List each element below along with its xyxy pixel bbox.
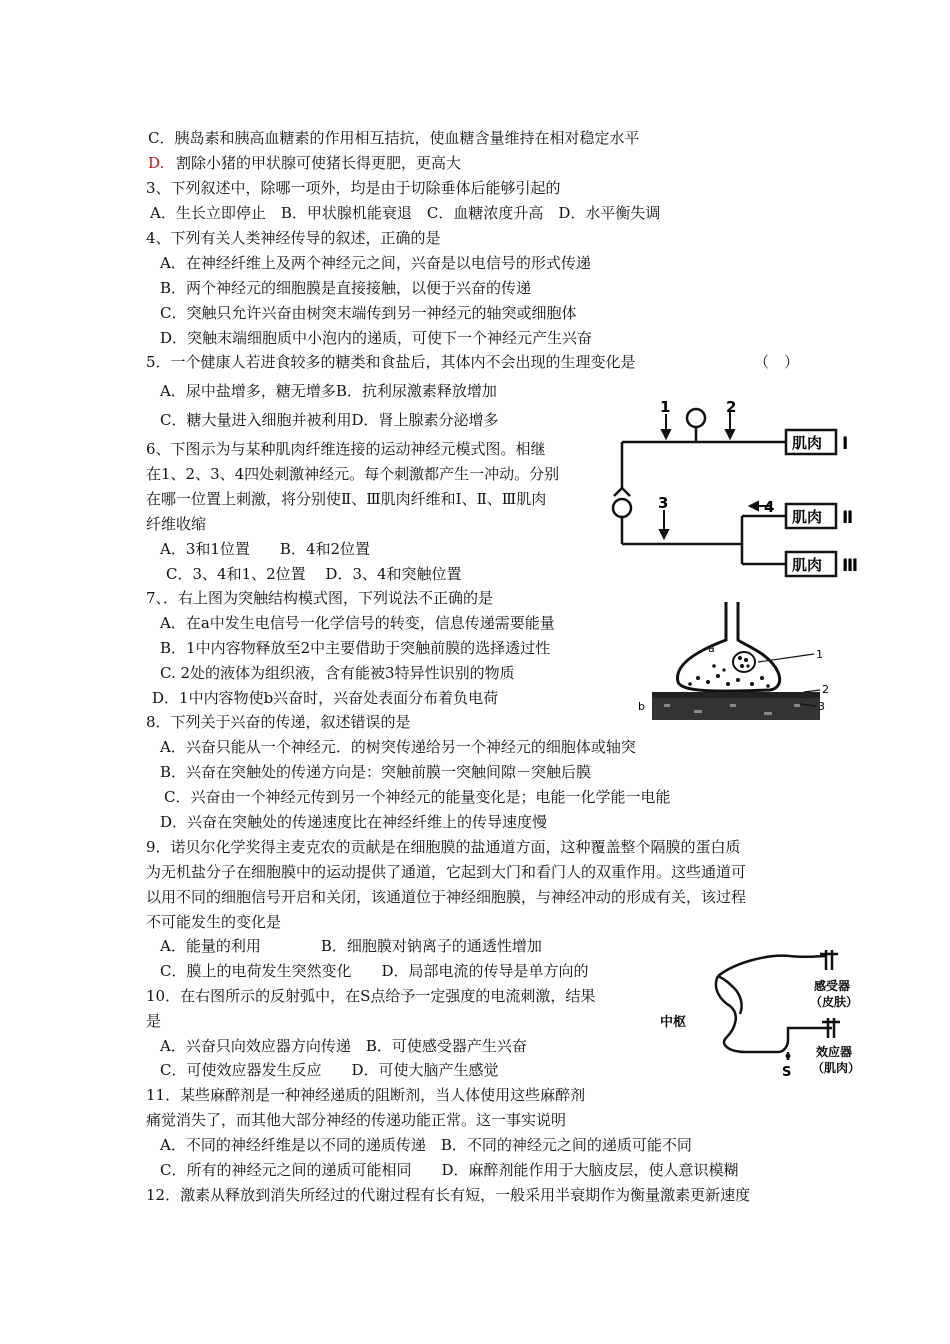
- question-4-option-d: D．突触末端细胞质中小泡内的递质，可使下一个神经元产生兴奋: [160, 329, 593, 347]
- question-4-option-b: B．两个神经元的细胞膜是直接接触，以便于兴奋的传递: [160, 279, 532, 297]
- question-6-line3: 在哪一位置上刺激，将分别使Ⅱ、Ⅲ肌肉纤维和Ⅰ、Ⅱ、Ⅲ肌肉: [146, 490, 547, 508]
- question-7-option-c: C. 2处的液体为组织液，含有能被3特异性识别的物质: [160, 664, 515, 682]
- question-7-option-a: A．在a中发生电信号一化学信号的转变，信息传递需要能量: [160, 614, 555, 632]
- question-9-line4: 不可能发生的变化是: [146, 913, 282, 931]
- figure-reflex-arc: [656, 948, 876, 1082]
- option-d-text: 割除小猪的甲状腺可使猪长得更肥，更高大: [176, 154, 462, 172]
- question-7-option-d: D．1中内容物使b兴奋时，兴奋处表面分布着负电荷: [152, 689, 499, 707]
- vesicle-cluster: [733, 652, 755, 672]
- question-6-line1: 6、下图示为与某种肌肉纤维连接的运动神经元模式图。相继: [146, 440, 546, 458]
- muscle-label-2: 肌肉: [792, 508, 823, 526]
- question-11-line1: 11．某些麻醉剂是一种神经递质的阻断剂，当人体使用这些麻醉剂: [146, 1086, 586, 1104]
- question-11-options-ab: A．不同的神经纤维是以不同的递质传递 B．不同的神经元之间的递质可能不同: [160, 1136, 692, 1154]
- postsynaptic-neuron: [652, 698, 820, 720]
- question-6-options-cd: C．3、4和1、2位置 D．3、4和突触位置: [166, 565, 462, 583]
- question-8-option-a: A．兴奋只能从一个神经元．的树突传递给另一个神经元的细胞体或轴突: [160, 738, 636, 756]
- question-9-line1: 9．诺贝尔化学奖得主麦克农的贡献是在细胞膜的盐通道方面，这种覆盖整个隔膜的蛋白质: [146, 838, 741, 856]
- presynaptic-terminal: [677, 602, 779, 691]
- postsynaptic-membrane: [652, 692, 820, 698]
- reflex-center-label: 中枢: [660, 1015, 687, 1030]
- question-11-options-cd: C．所有的神经元之间的递质可能相同 D．麻醉剂能作用于大脑皮层，使人意识模糊: [160, 1161, 739, 1179]
- question-6-options-ab: A．3和1位置 B．4和2位置: [160, 540, 371, 558]
- question-8-option-d: D．兴奋在突触处的传递速度比在神经纤维上的传导速度慢: [160, 813, 548, 831]
- question-12-line1: 12．激素从释放到消失所经过的代谢过程有长有短，一般采用半衰期作为衡量激素更新速度: [146, 1186, 751, 1204]
- muscle-roman-3: Ⅲ: [842, 556, 859, 576]
- question-7: 7、．右上图为突触结构模式图，下列说法不正确的是: [146, 589, 494, 607]
- question-11-line2: 痛觉消失了，而其他大部分神经的传递功能正常。这一事实说明: [146, 1111, 567, 1129]
- stim-point-2: 2: [726, 398, 737, 416]
- muscle-label-1: 肌肉: [792, 434, 823, 452]
- question-10-options-cd: C．可使效应器发生反应 D．可使大脑产生感觉: [160, 1061, 499, 1079]
- question-9-line3: 以用不同的细胞信号开启和关闭，该通道位于神经细胞膜，与神经冲动的形成有关，该过程: [146, 888, 747, 906]
- question-9-line2: 为无机盐分子在细胞膜中的运动提供了通道，它起到大门和看门人的双重作用。这些通道可: [146, 863, 747, 881]
- question-5: 5．一个健康人若进食较多的糖类和食盐后，其体内不会出现的生理变化是: [146, 353, 636, 371]
- stimulus-point-s: [786, 1054, 791, 1059]
- neuron-cell-body-top: [687, 409, 705, 427]
- question-4-option-c: C．突触只允许兴奋由树突末端传到另一神经元的轴突或细胞体: [160, 304, 577, 322]
- question-5-options-ab: A．尿中盐增多，糖无增多B．抗利尿激素释放增加: [160, 382, 497, 400]
- effector-sub-label: （肌肉）: [812, 1061, 861, 1075]
- option-c-line: C．胰岛素和胰高血糖素的作用相互拮抗，使血糖含量维持在相对稳定水平: [148, 129, 640, 147]
- synapse-label-b: b: [638, 700, 645, 713]
- synapse-label-a: a: [708, 642, 715, 655]
- question-8-option-c: C．兴奋由一个神经元传到另一个神经元的能量变化是；电能一化学能一电能: [164, 788, 671, 806]
- question-9-options-ab: A．能量的利用 B．细胞膜对钠离子的通透性增加: [160, 937, 542, 955]
- question-9-options-cd: C．膜上的电荷发生突然变化 D．局部电流的传导是单方向的: [160, 962, 589, 980]
- option-d-letter: D.: [148, 154, 165, 172]
- question-4-option-a: A．在神经纤维上及两个神经元之间，兴奋是以电信号的形式传递: [160, 254, 591, 272]
- stim-point-3: 3: [658, 494, 669, 512]
- stim-point-1: 1: [660, 398, 671, 416]
- question-6-line4: 纤维收缩: [146, 515, 207, 533]
- muscle-roman-2: Ⅱ: [842, 508, 854, 528]
- question-10-options-ab: A．兴奋只向效应器方向传递 B．可使感受器产生兴奋: [160, 1037, 527, 1055]
- question-7-option-b: B．1中内容物释放至2中主要借助于突触前膜的选择透过性: [160, 639, 551, 657]
- receptor-sub-label: （皮肤）: [810, 995, 859, 1009]
- synapse-label-3: 3: [818, 700, 825, 713]
- question-6-line2: 在1、2、3、4四处刺激神经元。每个刺激都产生一冲动。分别: [146, 465, 560, 483]
- muscle-roman-1: Ⅰ: [842, 434, 849, 454]
- figure-motor-neuron: [600, 398, 870, 584]
- question-3-options: A．生长立即停止 B．甲状腺机能衰退 C．血糖浓度升高 D．水平衡失调: [150, 204, 661, 222]
- question-8-option-b: B．兴奋在突触处的传递方向是：突触前膜一突触间隙－突触后膜: [160, 763, 592, 781]
- neuron-cell-body-bottom: [613, 499, 631, 517]
- muscle-label-3: 肌肉: [792, 556, 823, 574]
- question-10-line2: 是: [146, 1012, 162, 1030]
- question-4: 4、下列有关人类神经传导的叙述，正确的是: [146, 229, 441, 247]
- question-10-line1: 10．在右图所示的反射弧中，在S点给予一定强度的电流刺激，结果: [146, 987, 596, 1005]
- stim-point-4: 4: [764, 498, 775, 516]
- figure-synapse: [634, 600, 834, 724]
- s-point-label: S: [782, 1065, 792, 1080]
- question-5-options-cd: C．糖大量进入细胞并被利用D．肾上腺素分泌增多: [160, 411, 499, 429]
- synapse-label-1: 1: [816, 648, 823, 661]
- synapse-label-2: 2: [822, 683, 829, 696]
- receptor-label: 感受器: [814, 979, 851, 993]
- effector-label: 效应器: [816, 1045, 853, 1059]
- question-5-bracket: （ ）: [754, 353, 800, 371]
- spinal-cord-outline: [718, 956, 826, 976]
- question-8: 8．下列关于兴奋的传递，叙述错误的是: [146, 713, 411, 731]
- question-3: 3、下列叙述中，除哪一项外，均是由于切除垂体后能够引起的: [146, 179, 561, 197]
